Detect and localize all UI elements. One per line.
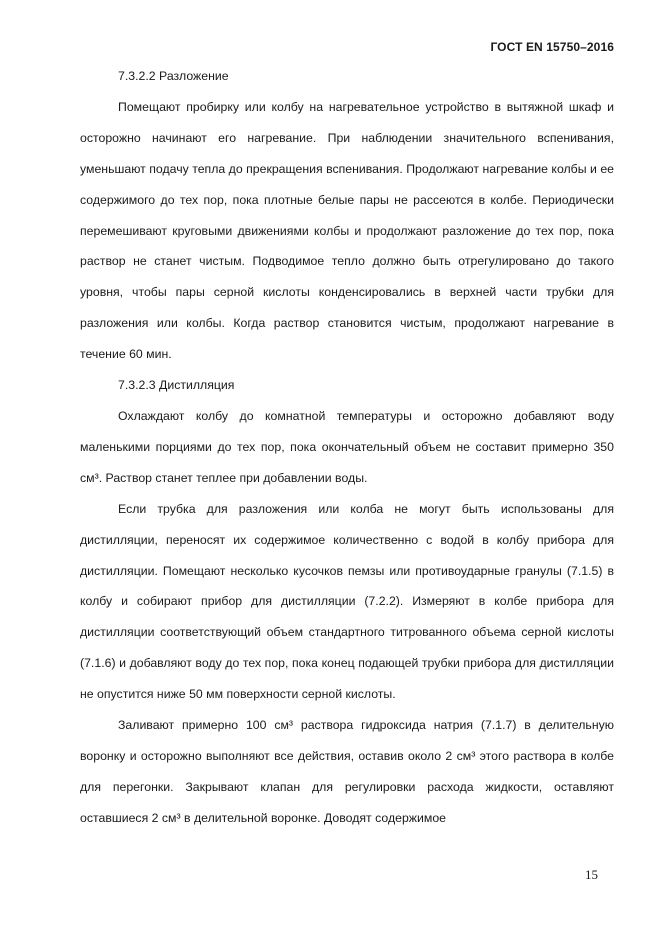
paragraph-sodium-hydroxide: Заливают примерно 100 см³ раствора гидроксида натрия (7.1.7) в делительную воронку и осторожно выполняют все действия, оставив около 2 см³ этого раствора в колбе для перегонки. Закрывают клапан для регулировки расхода жидкости, оставляют оставшиеся 2 см³ в делительной воронке. Доводят содержимое bbox=[80, 718, 614, 825]
page-number: 15 bbox=[585, 867, 598, 882]
document-body bbox=[80, 61, 614, 834]
section-heading-decomposition: 7.3.2.2 Разложение bbox=[118, 69, 229, 83]
section-heading-distillation: 7.3.2.3 Дистилляция bbox=[118, 378, 235, 393]
document-id-header: ГОСТ EN 15750–2016 bbox=[490, 40, 614, 54]
paragraph-decomposition: Помещают пробирку или колбу на нагревательное устройство в вытяжной шкаф и осторожно начинают его нагревание. При наблюдении значительного вспенивания, уменьшают подачу тепла до прекращения вспенивания. Продолжают нагревание колбы и ее содержимого до тех пор, пока плотные белые пары не рассеются в колбе. Периодически перемешивают круговыми движениями колбы и продолжают разложение до тех пор, пока раствор не станет чистым. Подводимое тепло должно быть отрегулировано до такого уровня, чтобы пары серной кислоты конденсировались в верхней части трубки для разложения или колбы. Когда раствор становится чистым, продолжают нагревание в течение 60 мин. bbox=[80, 99, 614, 362]
paragraph-cooling: Охлаждают колбу до комнатной температуры и осторожно добавляют воду маленькими порциями до тех пор, пока окончательный объем не составит примерно 350 см³. Раствор станет теплее при добавлении воды. bbox=[80, 408, 614, 485]
paragraph-transfer: Если трубка для разложения или колба не могут быть использованы для дистилляции, переносят их содержимое количественно с водой в колбу прибора для дистилляции. Помещают несколько кусочков пемзы или противоударные гранулы (7.1.5) в колбу и собирают прибор для дистилляции (7.2.2). Измеряют в колбе прибора для дистилляции соответствующий объем стандартного титрованного объема серной кислоты (7.1.6) и добавляют воду до тех пор, пока конец подающей трубки прибора для дистилляции не опустится ниже 50 мм поверхности серной кислоты. bbox=[80, 501, 614, 702]
